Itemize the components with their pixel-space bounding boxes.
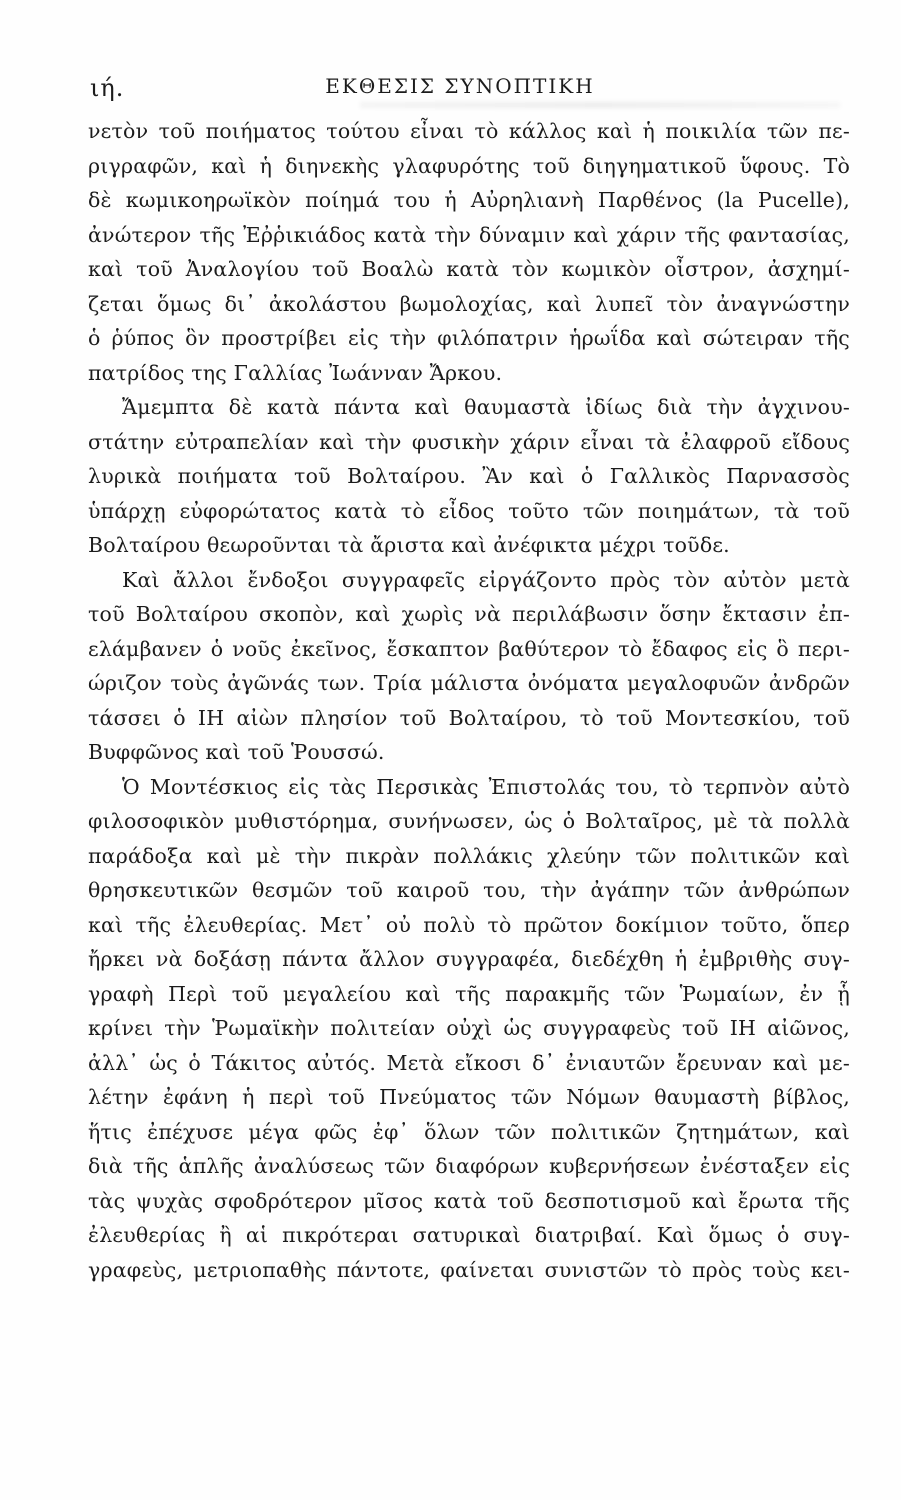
text-line: ώριζον τοὺς ἀγῶνάς των. Τρία μάλιστα ὀνόματα μεγαλοφυῶν ἀνδρῶν: [88, 671, 850, 695]
text-line: κρίνει τὴν Ῥωμαϊκὴν πολιτείαν οὐχὶ ὡς συγγραφεὺς τοῦ ΙΗ αἰῶνος,: [88, 1016, 850, 1040]
text-line: ἤρκει νὰ δοξάσῃ πάντα ἄλλον συγγραφέα, διεδέχθη ἡ ἐμβριθὴς συγ-: [88, 947, 850, 971]
text-line: λέτην ἐφάνη ἡ περὶ τοῦ Πνεύματος τῶν Νόμων θαυμαστὴ βίβλος,: [88, 1085, 850, 1109]
text-line: παράδοξα καὶ μὲ τὴν πικρὰν πολλάκις χλεύην τῶν πολιτικῶν καὶ: [88, 843, 850, 868]
page-header: [90, 68, 830, 108]
text-line: ἐλευθερίας ἢ αἱ πικρότεραι σατυρικαὶ διατριβαί. Καὶ ὅμως ὁ συγ-: [88, 1223, 850, 1247]
text-line: δὲ κωμικοηρωϊκὸν ποίημά του ἡ Αὐρηλιανὴ Παρθένος (la Pucelle),: [88, 188, 850, 212]
text-line: στάτην εὐτραπελίαν καὶ τὴν φυσικὴν χάριν εἶναι τὰ ἐλαφροῦ εἴδους: [88, 429, 850, 454]
text-line: τοῦ Βολταίρου σκοπὸν, καὶ χωρὶς νὰ περιλάβωσιν ὅσην ἔκτασιν ἐπ-: [88, 602, 850, 626]
text-line: Βολταίρου θεωροῦνται τὰ ἄριστα καὶ ἀνέφικτα μέχρι τοῦδε.: [88, 533, 730, 557]
text-line: διὰ τῆς ἁπλῆς ἀναλύσεως τῶν διαφόρων κυβερνήσεων ἐνέσταξεν εἰς: [88, 1154, 850, 1178]
text-line: τάσσει ὁ ΙΗ αἰὼν πλησίον τοῦ Βολταίρου, τὸ τοῦ Μοντεσκίου, τοῦ: [88, 705, 850, 730]
body-text: [88, 114, 850, 1287]
text-line: ὁ ῥύπος ὃν προστρίβει εἰς τὴν φιλόπατριν ἡρωΐδα καὶ σώτειραν τῆς: [88, 326, 850, 350]
text-line: καὶ τοῦ Ἀναλογίου τοῦ Βοαλὼ κατὰ τὸν κωμικὸν οἶστρον, ἀσχημί-: [88, 257, 850, 281]
text-line: Καὶ ἄλλοι ἔνδοξοι συγγραφεῖς εἰργάζοντο πρὸς τὸν αὐτὸν μετὰ: [122, 567, 850, 592]
page-number: ιή.: [90, 74, 125, 102]
text-line: ἥτις ἐπέχυσε μέγα φῶς ἐφ᾿ ὅλων τῶν πολιτικῶν ζητημάτων, καὶ: [88, 1119, 850, 1144]
text-line: γραφεὺς, μετριοπαθὴς πάντοτε, φαίνεται συνιστῶν τὸ πρὸς τοὺς κει-: [88, 1257, 850, 1282]
text-line: ριγραφῶν, καὶ ἡ διηνεκὴς γλαφυρότης τοῦ διηγηματικοῦ ὕφους. Τὸ: [88, 153, 850, 178]
text-line: καὶ τῆς ἐλευθερίας. Μετ᾿ οὐ πολὺ τὸ πρῶτον δοκίμιον τοῦτο, ὅπερ: [88, 912, 850, 937]
text-line: γραφὴ Περὶ τοῦ μεγαλείου καὶ τῆς παρακμῆς τῶν Ῥωμαίων, ἐν ᾗ: [88, 981, 850, 1006]
text-line: λυρικὰ ποιήματα τοῦ Βολταίρου. Ἂν καὶ ὁ Γαλλικὸς Παρνασσὸς: [88, 464, 850, 488]
text-line: ζεται ὅμως δι᾿ ἀκολάστου βωμολοχίας, καὶ λυπεῖ τὸν ἀναγνώστην: [88, 291, 850, 316]
text-line: φιλοσοφικὸν μυθιστόρημα, συνήνωσεν, ὡς ὁ Βολταῖρος, μὲ τὰ πολλὰ: [88, 809, 850, 833]
text-line: ἀλλ᾿ ὡς ὁ Τάκιτος αὐτός. Μετὰ εἴκοσι δ᾿ ἐνιαυτῶν ἔρευναν καὶ με-: [88, 1050, 850, 1075]
text-line: Βυφφῶνος καὶ τοῦ Ῥουσσώ.: [88, 740, 385, 764]
running-title: ΕΚΘΕΣΙΣ ΣΥΝΟΠΤΙΚΗ: [325, 74, 595, 98]
text-line: νετὸν τοῦ ποιήματος τούτου εἶναι τὸ κάλλος καὶ ἡ ποικιλία τῶν πε-: [88, 119, 850, 143]
text-line: πατρίδος της Γαλλίας Ἰωάνναν Ἄρκου.: [88, 360, 503, 385]
text-line: Ἄμεμπτα δὲ κατὰ πάντα καὶ θαυμαστὰ ἰδίως διὰ τὴν ἀγχινου-: [122, 395, 850, 419]
text-line: ἀνώτερον τῆς Ἐῤῥικιάδος κατὰ τὴν δύναμιν καὶ χάριν τῆς φαντασίας,: [88, 222, 850, 247]
text-line: ὑπάρχῃ εὐφορώτατος κατὰ τὸ εἶδος τοῦτο τῶν ποιημάτων, τὰ τοῦ: [88, 498, 850, 523]
text-line: ελάμβανεν ὁ νοῦς ἐκεῖνος, ἔσκαπτον βαθύτερον τὸ ἔδαφος εἰς ὃ περι-: [88, 636, 850, 661]
text-line: Ὁ Μοντέσκιος εἰς τὰς Περσικὰς Ἐπιστολάς του, τὸ τερπνὸν αὐτὸ: [122, 774, 850, 799]
text-line: τὰς ψυχὰς σφοδρότερον μῖσος κατὰ τοῦ δεσποτισμοῦ καὶ ἔρωτα τῆς: [88, 1188, 850, 1213]
text-line: θρησκευτικῶν θεσμῶν τοῦ καιροῦ του, τὴν ἀγάπην τῶν ἀνθρώπων: [88, 878, 850, 902]
